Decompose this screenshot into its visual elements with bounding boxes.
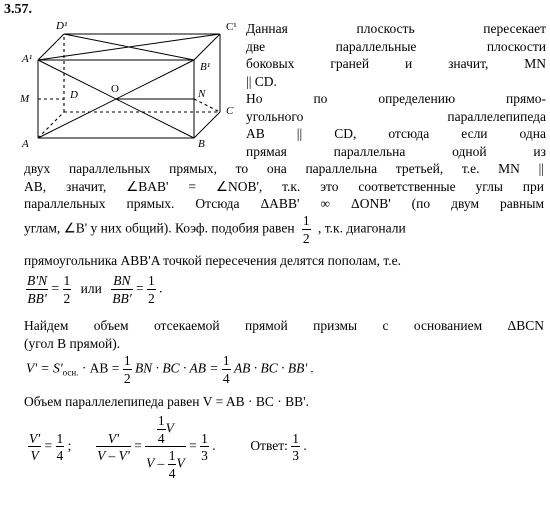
fraction-denominator: 4 [168,465,176,481]
period: . [159,280,163,296]
label-n: N [198,88,206,100]
fraction-denominator: 4 [222,370,230,386]
half-fraction [123,354,132,385]
ratio-b-prime-n [26,274,48,305]
quarter-fraction [157,414,166,445]
label-d1: D¹ [56,20,68,32]
text-line: AB || CD, отсюда если одна [246,126,546,141]
label-a1: A¹ [22,53,33,65]
fraction-denominator: 4 [56,448,64,463]
label-c1: C¹ [226,21,237,33]
fraction-denominator: 2 [147,290,155,306]
fraction-denominator: 3 [292,448,300,463]
text-line: || CD. [246,73,277,89]
diag-d1-b1 [64,34,194,60]
label-b1: B¹ [200,61,211,73]
equals-sign: = [51,280,60,296]
vp-over-v [28,432,41,463]
label-c: C [226,105,234,117]
fraction-denominator: BB' [112,290,132,306]
similarity-text-pre: углам, ∠B' у них общий). Коэф. подобия равен [24,220,295,236]
label-o: O [111,83,119,95]
volume-ratio-equations [28,414,307,480]
v-minus: V – [146,455,165,471]
edge-a1-d1 [38,34,64,60]
or-word: или [80,280,102,296]
volume-bn-term: BN · BC · AB = [134,360,219,376]
hidden-edge-a-d [38,112,64,138]
label-d: D [70,89,78,101]
text-line: угольного параллелепипеда [246,108,546,124]
fraction-numerator: 1 [147,273,155,288]
fraction-numerator: 1 [157,413,165,428]
ratio-half [63,274,72,305]
text-line: AB, значит, ∠BAB' = ∠NOB', т.к. это соответственные углы при [24,178,544,194]
fraction-denominator: 2 [63,290,71,306]
period: . [212,438,216,454]
compound-denominator [145,447,186,480]
fraction-numerator: 1 [168,448,176,463]
fraction-numerator: B'N [27,273,48,288]
text-line: прямая параллельна одной из [246,143,546,159]
edge-b-c [194,112,220,138]
volume-tail: AB · BC · BB' . [233,360,315,376]
equals-sign: = [134,438,142,454]
text-line: (угол B прямой). [24,335,121,351]
fraction-numerator: 1 [222,353,230,368]
label-m: M [20,93,30,105]
text-line: параллельных прямых. Отсюда ΔABB' ∞ ΔONB' (по двум равным [24,196,544,211]
fraction-numerator: 1 [201,430,208,446]
fraction-denominator: 4 [157,430,165,446]
fraction-denominator: 2 [123,370,131,386]
fraction-numerator: BN [111,274,132,290]
compound-fraction [145,414,186,480]
equals-sign: = [135,280,144,296]
volume-mid: · AB = [81,360,120,376]
base-subscript: осн. [62,367,79,378]
diagonals-line: прямоугольника ABB'A точкой пересечения делятся пополам, т.е. [24,253,402,268]
similarity-line [24,214,406,245]
similarity-text-post: , т.к. диагонали [318,220,406,236]
volume-lhs: V' = S' [26,360,63,376]
similarity-fraction [302,214,311,245]
equals-sign: = [44,438,53,454]
compound-numerator [145,414,186,447]
text-line: Найдем объем отсекаемой прямой призмы с основанием ΔBCN [24,318,544,333]
period: . [303,438,307,454]
prism-volume-equation [26,354,314,385]
fraction-numerator: 1 [63,273,71,288]
parallelepiped-volume-line: Объем параллелепипеда равен V = AB · BC · BB'. [24,394,309,409]
semicolon: ; [67,438,72,454]
text-right-column [246,20,546,160]
edge-b1-c1 [194,34,220,60]
problem-number: 3.57. [4,2,32,17]
fraction-numerator: V' [96,432,131,448]
prism-paragraph [24,317,544,352]
text-line: две параллельные плоскости [246,38,546,54]
hidden-n-c [194,99,220,112]
text-line: Но по определению прямо- [246,91,546,106]
fraction-denominator: BB' [27,290,47,306]
parallelepiped-drawing [12,18,252,153]
fraction-numerator: 1 [123,353,131,368]
fraction-denominator: 3 [201,448,208,463]
v-symbol: V [165,420,174,436]
answer-fraction [291,432,300,463]
fraction-numerator: V' [29,430,41,446]
ratio-half [147,274,156,305]
fraction-denominator: V – V' [97,448,130,463]
ratio-equation [26,274,162,305]
text-line: Данная плоскость пересекает [246,21,546,36]
fraction-numerator: 1 [56,430,64,446]
text-paragraph-main [24,160,544,213]
third-fraction [200,432,209,463]
fraction-numerator: 1 [292,430,300,446]
parallelepiped-figure [12,18,252,153]
equals-sign: = [189,438,197,454]
v-symbol: V [176,455,185,471]
vp-over-v-minus-vp [96,432,131,463]
quarter-fraction [56,432,65,463]
fraction-denominator: V [30,448,39,463]
quarter-fraction [222,354,231,385]
ratio-bn [111,274,132,305]
label-b: B [198,138,205,150]
text-line: двух параллельных прямых, то она параллельна третьей, т.е. MN || [24,161,544,176]
label-a: A [22,138,29,150]
fraction-denominator: 2 [302,230,310,246]
fraction-numerator: 1 [302,213,310,228]
text-line: боковых граней и значит, MN [246,56,546,71]
answer-label: Ответ: [250,438,288,454]
